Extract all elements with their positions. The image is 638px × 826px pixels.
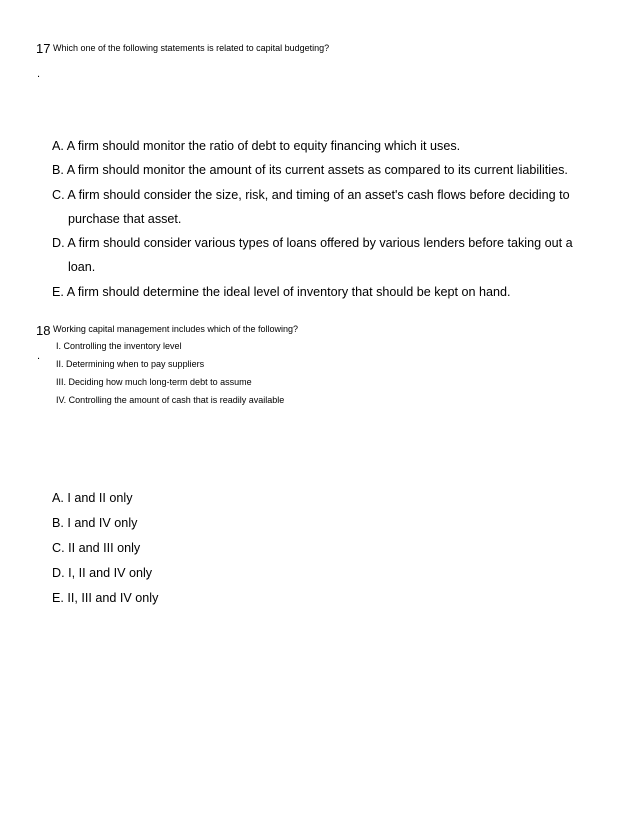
question-stem-18: Working capital management includes which of the following?: [53, 324, 298, 334]
q17-option-d-continued: loan.: [68, 260, 96, 274]
q18-sub-item-2: II. Determining when to pay suppliers: [56, 359, 205, 369]
question-number-18: 18: [36, 323, 51, 338]
question-dot-18: .: [37, 350, 41, 362]
q18-sub-item-4: IV. Controlling the amount of cash that is readily available: [56, 395, 285, 405]
q18-option-c: C. II and III only: [52, 541, 141, 555]
q17-option-c: C. A firm should consider the size, risk, and timing of an asset's cash flows before deciding to: [52, 188, 570, 202]
q17-option-e: E. A firm should determine the ideal level of inventory that should be kept on hand.: [52, 285, 511, 299]
question-number-17: 17: [36, 41, 51, 56]
q18-sub-item-3: III. Deciding how much long-term debt to assume: [56, 377, 252, 387]
question-stem-17: Which one of the following statements is related to capital budgeting?: [53, 43, 330, 53]
q18-option-d: D. I, II and IV only: [52, 566, 153, 580]
q18-option-e: E. II, III and IV only: [52, 591, 159, 605]
q17-option-a: A. A firm should monitor the ratio of debt to equity financing which it uses.: [52, 139, 461, 153]
q17-option-c-continued: purchase that asset.: [68, 212, 182, 226]
q18-sub-item-1: I. Controlling the inventory level: [56, 341, 182, 351]
question-dot-17: .: [37, 68, 41, 80]
q18-option-a: A. I and II only: [52, 491, 133, 505]
q18-option-b: B. I and IV only: [52, 516, 138, 530]
q17-option-d: D. A firm should consider various types of loans offered by various lenders before taking out a: [52, 236, 573, 250]
q17-option-b: B. A firm should monitor the amount of its current assets as compared to its current liabilities.: [52, 163, 568, 177]
